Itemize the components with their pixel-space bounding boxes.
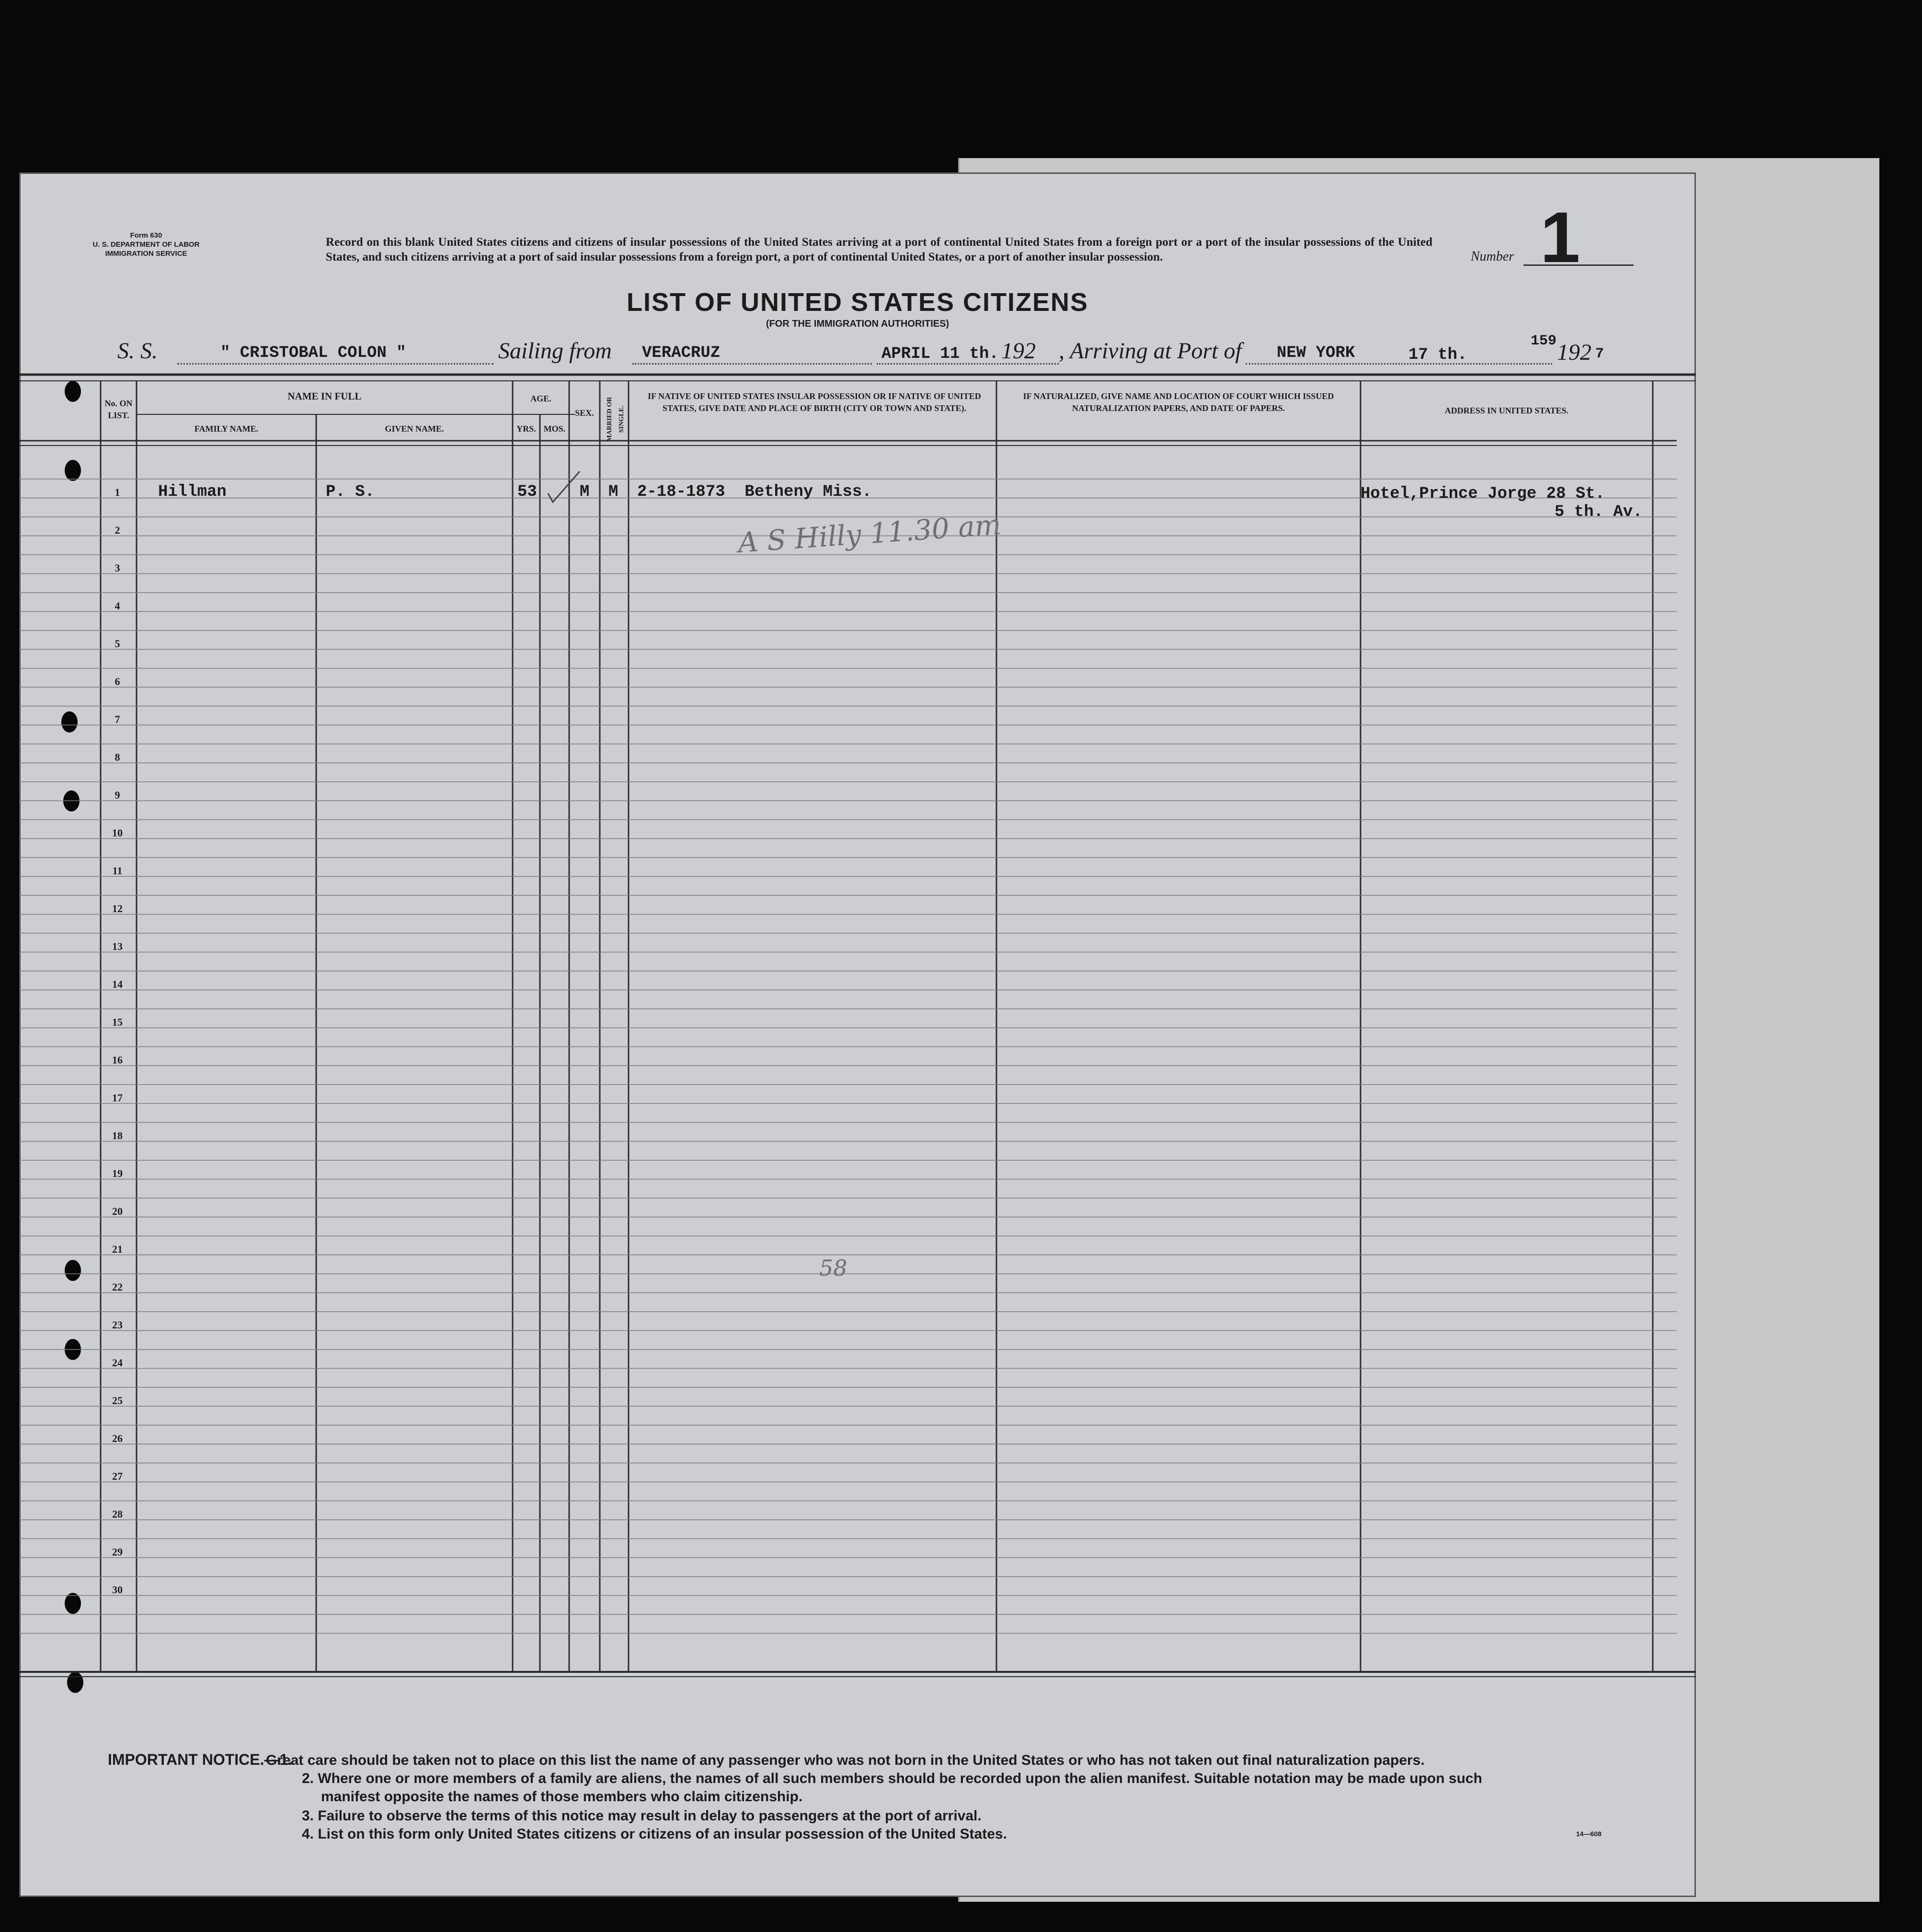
col-header-mos: MOS. — [543, 424, 566, 434]
notice-title: IMPORTANT NOTICE.—1. — [108, 1751, 293, 1768]
col-header-family-name: FAMILY NAME. — [194, 424, 259, 434]
row-number: 22 — [112, 1281, 123, 1293]
row-number: 13 — [112, 940, 123, 952]
entry-given-name: P. S. — [326, 483, 375, 501]
row-number: 5 — [114, 638, 120, 650]
col-header-birth: IF NATIVE OF UNITED STATES INSULAR POSSESSION OR IF NATIVE OF UNITED STATES, GIVE DATE AND PLACE OF BIRTH (CITY OR TOWN AND STATE). — [648, 391, 981, 413]
row-number: 12 — [112, 903, 123, 915]
margin-note: 159 — [1531, 333, 1557, 349]
row-number: 29 — [112, 1546, 123, 1558]
number-label: Number — [1471, 249, 1514, 264]
row-number: 2 — [114, 524, 120, 536]
row-number: 10 — [112, 827, 123, 839]
col-header-address: ADDRESS IN UNITED STATES. — [1444, 406, 1569, 415]
row-number: 20 — [112, 1205, 123, 1217]
depart-date: APRIL 11 th. — [881, 345, 999, 363]
col-header-yrs: YRS. — [516, 424, 536, 434]
row-number: 7 — [114, 713, 120, 725]
row-number: 11 — [112, 865, 123, 877]
sailing-from-label: Sailing from — [498, 338, 612, 364]
depart-year-prefix: 192 — [1001, 338, 1036, 364]
entry-sex: M — [580, 483, 590, 501]
row-number: 18 — [112, 1130, 123, 1142]
row-number: 28 — [112, 1508, 123, 1520]
page-title: LIST OF UNITED STATES CITIZENS — [627, 288, 1088, 317]
page-subtitle: (FOR THE IMMIGRATION AUTHORITIES) — [766, 319, 950, 329]
col-header-name-in-full: NAME IN FULL — [287, 390, 362, 402]
notice-item-3: 3. Failure to observe the terms of this notice may result in delay to passengers at the port of arrival. — [302, 1808, 982, 1824]
entry-marital: M — [608, 483, 618, 501]
row-number: 4 — [114, 600, 120, 612]
notice-item-2-cont: manifest opposite the names of those members who claim citizenship. — [321, 1789, 803, 1805]
margin-number: 58 — [819, 1255, 847, 1281]
row-number: 14 — [112, 978, 123, 990]
notice-item-2: 2. Where one or more members of a family are aliens, the names of all such members should be recorded upon the alien manifest. Suitable notation may be made upon such — [302, 1771, 1482, 1786]
ss-label: S. S. — [117, 338, 158, 364]
col-header-naturalized: IF NATURALIZED, GIVE NAME AND LOCATION OF COURT WHICH ISSUED NATURALIZATION PAPERS, AND DATE OF PAPERS. — [1023, 391, 1334, 413]
arrival-year-digit: 7 — [1595, 346, 1604, 362]
inspector-signature: A S Hilly 11.30 am — [737, 508, 1002, 560]
list-number: 1 — [1540, 197, 1571, 277]
entry-address-line1: Hotel,Prince Jorge 28 St. — [1361, 485, 1605, 503]
check-mark — [546, 469, 584, 510]
service-name: IMMIGRATION SERVICE — [105, 250, 187, 258]
col-header-given-name: GIVEN NAME. — [385, 424, 444, 434]
from-port: VERACRUZ — [642, 344, 721, 362]
col-header-no: No. ON LIST. — [104, 399, 133, 420]
row-number: 19 — [112, 1167, 123, 1179]
arrival-day: 17 th. — [1408, 346, 1467, 364]
entry-birth: 2-18-1873 Betheny Miss. — [637, 483, 872, 501]
row-number: 9 — [114, 789, 120, 801]
row-number: 27 — [112, 1470, 123, 1482]
ship-name: " CRISTOBAL COLON " — [220, 344, 406, 362]
col-header-sex: SEX. — [575, 408, 594, 418]
row-number: 23 — [112, 1319, 123, 1331]
department-name: U. S. DEPARTMENT OF LABOR — [92, 240, 200, 249]
footer-code: 14—608 — [1576, 1830, 1602, 1838]
form-number: Form 630 — [130, 231, 162, 240]
manifest-page — [19, 172, 1696, 1897]
row-number: 16 — [112, 1054, 123, 1066]
col-header-age: AGE. — [530, 394, 551, 403]
row-number: 30 — [112, 1584, 123, 1596]
row-number: 26 — [112, 1432, 123, 1444]
row-number: 21 — [112, 1243, 123, 1255]
entry-age-years: 53 — [517, 483, 537, 501]
notice-item-1: Great care should be taken not to place on this list the name of any passenger who was not born in the United States or who has not taken out final naturalization papers. — [266, 1752, 1425, 1768]
row-number: 1 — [114, 486, 120, 498]
check-mark-icon — [546, 469, 584, 508]
row-number: 8 — [114, 751, 120, 763]
row-number: 3 — [114, 562, 120, 574]
arrival-year-prefix: 192 — [1557, 340, 1591, 365]
row-number: 25 — [112, 1395, 123, 1406]
row-number: 24 — [112, 1357, 123, 1369]
arriving-label: , Arriving at Port of — [1059, 338, 1242, 364]
col-header-married: MARRIED OR SINGLE. — [606, 397, 625, 442]
entry-address-line2: 5 th. Av. — [1555, 503, 1643, 521]
row-number: 15 — [112, 1016, 123, 1028]
row-number: 17 — [112, 1092, 123, 1104]
row-number: 6 — [114, 675, 120, 687]
arrival-port: NEW YORK — [1277, 344, 1355, 362]
form-instructions: Record on this blank United States citizens and citizens of insular possessions of the United States arriving at a port of continental United States from a foreign port or a port of the insular possessions of the United States, and such citizens arriving at a port of said insular possessions from a foreign port, a port of continental United States, or a port of another insular possession. — [326, 236, 1432, 263]
notice-item-4: 4. List on this form only United States citizens or citizens of an insular possession of the United States. — [302, 1826, 1007, 1842]
entry-family-name: Hillman — [158, 483, 227, 501]
